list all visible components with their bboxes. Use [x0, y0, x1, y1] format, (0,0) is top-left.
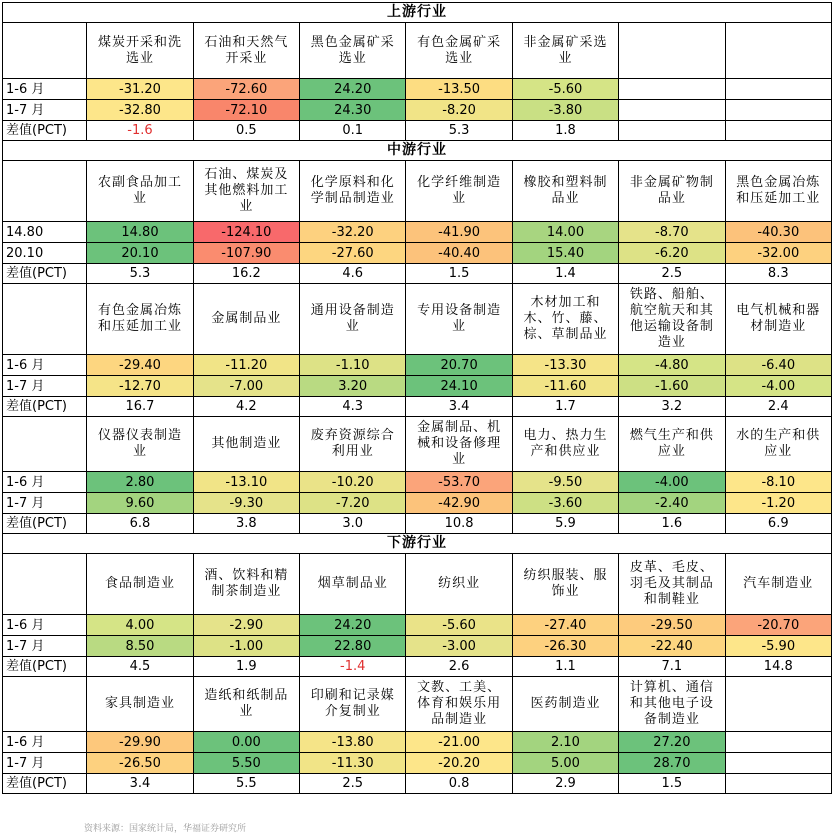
profit-growth-cell: 0.00 [193, 732, 299, 753]
profit-growth-cell [619, 100, 725, 121]
industry-name: 仪器仪表制造业 [87, 417, 193, 472]
period-label: 1-7 月 [3, 493, 87, 514]
industry-name: 家具制造业 [87, 677, 193, 732]
diff-value-cell: 7.1 [619, 657, 725, 677]
diff-value-cell: 5.9 [512, 514, 618, 534]
profit-growth-cell: -32.00 [725, 243, 831, 264]
section-row [3, 141, 832, 161]
table-body [3, 3, 832, 794]
diff-value-cell: 4.2 [193, 397, 299, 417]
industry-name: 有色金属冶炼和压延加工业 [87, 284, 193, 355]
industry-name: 橡胶和塑料制品业 [512, 161, 618, 222]
profit-growth-cell: -11.20 [193, 355, 299, 376]
profit-growth-cell: -42.90 [406, 493, 512, 514]
profit-growth-cell: -20.70 [725, 615, 831, 636]
profit-growth-cell: -41.90 [406, 222, 512, 243]
industry-name: 燃气生产和供应业 [619, 417, 725, 472]
industry-name: 文教、工美、体育和娱乐用品制造业 [406, 677, 512, 732]
table-row [3, 753, 832, 774]
profit-growth-cell: 24.20 [300, 615, 406, 636]
diff-row [3, 657, 832, 677]
profit-growth-cell [725, 79, 831, 100]
period-label: 1-6 月 [3, 472, 87, 493]
industry-name: 黑色金属冶炼和压延加工业 [725, 161, 831, 222]
diff-value-cell: 1.7 [512, 397, 618, 417]
diff-value-cell: 16.7 [87, 397, 193, 417]
diff-value-cell: 5.3 [87, 264, 193, 284]
diff-value-cell: 14.8 [725, 657, 831, 677]
profit-growth-cell: -31.20 [87, 79, 193, 100]
period-label: 14.80 [3, 222, 87, 243]
section-title: 中游行业 [3, 141, 832, 161]
profit-growth-cell: -20.20 [406, 753, 512, 774]
diff-value-cell [725, 121, 831, 141]
industry-name: 铁路、船舶、航空航天和其他运输设备制造业 [619, 284, 725, 355]
diff-value-cell: 1.8 [512, 121, 618, 141]
industry-name: 化学纤维制造业 [406, 161, 512, 222]
period-label: 1-7 月 [3, 376, 87, 397]
industry-profit-table [2, 2, 832, 794]
table-row [3, 100, 832, 121]
profit-growth-cell: -8.10 [725, 472, 831, 493]
profit-growth-cell: -8.20 [406, 100, 512, 121]
diff-label: 差值(PCT) [3, 657, 87, 677]
table-row [3, 636, 832, 657]
period-label: 1-7 月 [3, 100, 87, 121]
header-corner-cell [3, 161, 87, 222]
profit-growth-cell: 24.10 [406, 376, 512, 397]
header-corner-cell [3, 554, 87, 615]
profit-growth-cell: -13.10 [193, 472, 299, 493]
profit-growth-cell: 14.00 [512, 222, 618, 243]
diff-value-cell: 3.4 [406, 397, 512, 417]
header-corner-cell [3, 417, 87, 472]
industry-name: 酒、饮料和精制茶制造业 [193, 554, 299, 615]
profit-growth-cell: -3.60 [512, 493, 618, 514]
industry-name: 水的生产和供应业 [725, 417, 831, 472]
diff-value-cell: 0.5 [193, 121, 299, 141]
table-row [3, 355, 832, 376]
profit-growth-cell: 15.40 [512, 243, 618, 264]
profit-growth-cell: -11.30 [300, 753, 406, 774]
diff-value-cell: 16.2 [193, 264, 299, 284]
diff-row [3, 264, 832, 284]
profit-growth-cell: -6.40 [725, 355, 831, 376]
table-row [3, 243, 832, 264]
diff-value-cell: 4.5 [87, 657, 193, 677]
diff-row [3, 121, 832, 141]
industry-name: 石油、煤炭及其他燃料加工业 [193, 161, 299, 222]
profit-growth-cell: 9.60 [87, 493, 193, 514]
period-label: 1-7 月 [3, 636, 87, 657]
diff-value-cell: 1.4 [512, 264, 618, 284]
industry-name: 电力、热力生产和供应业 [512, 417, 618, 472]
header-corner-cell [3, 23, 87, 79]
profit-growth-cell: -29.50 [619, 615, 725, 636]
profit-growth-cell: -1.60 [619, 376, 725, 397]
industry-name: 非金属矿物制品业 [619, 161, 725, 222]
profit-growth-cell: 27.20 [619, 732, 725, 753]
industry-name [725, 677, 831, 732]
profit-growth-cell: -13.50 [406, 79, 512, 100]
profit-growth-cell: 4.00 [87, 615, 193, 636]
industry-name: 汽车制造业 [725, 554, 831, 615]
period-label: 1-6 月 [3, 615, 87, 636]
profit-growth-cell: -6.20 [619, 243, 725, 264]
diff-value-cell: 5.3 [406, 121, 512, 141]
industry-name: 烟草制品业 [300, 554, 406, 615]
profit-growth-cell: -40.40 [406, 243, 512, 264]
diff-value-cell: 1.9 [193, 657, 299, 677]
table-row [3, 376, 832, 397]
profit-growth-cell: -7.20 [300, 493, 406, 514]
profit-growth-cell: -5.60 [406, 615, 512, 636]
profit-growth-cell: -10.20 [300, 472, 406, 493]
diff-value-cell: -1.6 [87, 121, 193, 141]
table-row [3, 493, 832, 514]
industry-header-row [3, 161, 832, 222]
profit-growth-cell: -2.40 [619, 493, 725, 514]
diff-value-cell: 6.9 [725, 514, 831, 534]
profit-growth-cell: -9.30 [193, 493, 299, 514]
industry-name: 皮革、毛皮、羽毛及其制品和制鞋业 [619, 554, 725, 615]
diff-value-cell: 1.1 [512, 657, 618, 677]
diff-label: 差值(PCT) [3, 121, 87, 141]
profit-growth-cell: 8.50 [87, 636, 193, 657]
period-label: 1-7 月 [3, 753, 87, 774]
section-row [3, 3, 832, 23]
profit-growth-cell: -22.40 [619, 636, 725, 657]
profit-growth-cell: 24.20 [300, 79, 406, 100]
profit-growth-cell: -13.30 [512, 355, 618, 376]
profit-growth-cell: -9.50 [512, 472, 618, 493]
profit-growth-cell: -21.00 [406, 732, 512, 753]
table-row [3, 222, 832, 243]
profit-growth-cell: -5.90 [725, 636, 831, 657]
profit-growth-cell: 5.50 [193, 753, 299, 774]
industry-name: 食品制造业 [87, 554, 193, 615]
industry-name: 金属制品业 [193, 284, 299, 355]
period-label: 20.10 [3, 243, 87, 264]
profit-growth-cell: -32.80 [87, 100, 193, 121]
diff-value-cell: 0.8 [406, 774, 512, 794]
profit-growth-cell: -3.80 [512, 100, 618, 121]
diff-label: 差值(PCT) [3, 514, 87, 534]
diff-label: 差值(PCT) [3, 264, 87, 284]
profit-growth-cell: 28.70 [619, 753, 725, 774]
industry-name [725, 23, 831, 79]
period-label: 1-6 月 [3, 79, 87, 100]
profit-growth-cell [725, 753, 831, 774]
industry-name: 废弃资源综合利用业 [300, 417, 406, 472]
industry-name: 专用设备制造业 [406, 284, 512, 355]
diff-value-cell: 3.8 [193, 514, 299, 534]
profit-growth-cell: -4.00 [725, 376, 831, 397]
industry-name: 有色金属矿采选业 [406, 23, 512, 79]
profit-growth-cell: -124.10 [193, 222, 299, 243]
profit-growth-cell: -1.00 [193, 636, 299, 657]
profit-growth-cell: -8.70 [619, 222, 725, 243]
profit-growth-cell: 3.20 [300, 376, 406, 397]
diff-value-cell: 2.5 [300, 774, 406, 794]
profit-growth-cell: 20.10 [87, 243, 193, 264]
diff-value-cell: 3.4 [87, 774, 193, 794]
profit-growth-cell: -27.60 [300, 243, 406, 264]
section-title: 上游行业 [3, 3, 832, 23]
profit-growth-cell: -3.00 [406, 636, 512, 657]
period-label: 1-6 月 [3, 355, 87, 376]
profit-growth-cell: 2.10 [512, 732, 618, 753]
industry-name: 纺织业 [406, 554, 512, 615]
diff-value-cell: 3.2 [619, 397, 725, 417]
profit-growth-cell: -4.00 [619, 472, 725, 493]
profit-growth-cell: -1.10 [300, 355, 406, 376]
profit-growth-cell: -29.40 [87, 355, 193, 376]
profit-growth-cell: -26.30 [512, 636, 618, 657]
diff-value-cell: 2.5 [619, 264, 725, 284]
industry-name: 黑色金属矿采选业 [300, 23, 406, 79]
profit-growth-cell: -53.70 [406, 472, 512, 493]
table-row [3, 472, 832, 493]
footnote: 资料来源：国家统计局，华福证券研究所 [84, 824, 247, 834]
industry-name: 医药制造业 [512, 677, 618, 732]
profit-growth-cell: -32.20 [300, 222, 406, 243]
profit-growth-cell: -72.60 [193, 79, 299, 100]
profit-growth-cell: 24.30 [300, 100, 406, 121]
header-corner-cell [3, 284, 87, 355]
table-row [3, 79, 832, 100]
diff-value-cell: -1.4 [300, 657, 406, 677]
diff-value-cell: 2.6 [406, 657, 512, 677]
section-row [3, 534, 832, 554]
table-row [3, 615, 832, 636]
industry-name: 纺织服装、服饰业 [512, 554, 618, 615]
profit-growth-cell: -11.60 [512, 376, 618, 397]
industry-name: 化学原料和化学制品制造业 [300, 161, 406, 222]
diff-value-cell: 8.3 [725, 264, 831, 284]
industry-name: 印刷和记录媒介复制业 [300, 677, 406, 732]
diff-value-cell: 4.3 [300, 397, 406, 417]
industry-name: 通用设备制造业 [300, 284, 406, 355]
industry-header-row [3, 23, 832, 79]
profit-growth-cell: -1.20 [725, 493, 831, 514]
profit-growth-cell: -12.70 [87, 376, 193, 397]
diff-value-cell [619, 121, 725, 141]
diff-value-cell [725, 774, 831, 794]
industry-name: 电气机械和器材制造业 [725, 284, 831, 355]
period-label: 1-6 月 [3, 732, 87, 753]
diff-value-cell: 2.4 [725, 397, 831, 417]
profit-growth-cell: 14.80 [87, 222, 193, 243]
diff-value-cell: 4.6 [300, 264, 406, 284]
diff-value-cell: 6.8 [87, 514, 193, 534]
industry-name: 计算机、通信和其他电子设备制造业 [619, 677, 725, 732]
profit-growth-cell: 5.00 [512, 753, 618, 774]
profit-growth-cell: 2.80 [87, 472, 193, 493]
diff-row [3, 774, 832, 794]
industry-name: 石油和天然气开采业 [193, 23, 299, 79]
profit-growth-cell: -7.00 [193, 376, 299, 397]
diff-row [3, 397, 832, 417]
profit-growth-cell: -27.40 [512, 615, 618, 636]
diff-value-cell: 5.5 [193, 774, 299, 794]
header-corner-cell [3, 677, 87, 732]
industry-name: 其他制造业 [193, 417, 299, 472]
profit-growth-cell [725, 100, 831, 121]
diff-row [3, 514, 832, 534]
profit-growth-cell: 22.80 [300, 636, 406, 657]
table-row [3, 732, 832, 753]
industry-name [619, 23, 725, 79]
industry-name: 农副食品加工业 [87, 161, 193, 222]
profit-growth-cell: -13.80 [300, 732, 406, 753]
section-title: 下游行业 [3, 534, 832, 554]
profit-growth-cell [619, 79, 725, 100]
diff-value-cell: 3.0 [300, 514, 406, 534]
profit-growth-cell: -40.30 [725, 222, 831, 243]
industry-header-row [3, 677, 832, 732]
diff-label: 差值(PCT) [3, 774, 87, 794]
diff-value-cell: 1.6 [619, 514, 725, 534]
diff-value-cell: 1.5 [619, 774, 725, 794]
industry-header-row [3, 554, 832, 615]
industry-name: 金属制品、机械和设备修理业 [406, 417, 512, 472]
industry-name: 木材加工和木、竹、藤、棕、草制品业 [512, 284, 618, 355]
industry-name: 非金属矿采选业 [512, 23, 618, 79]
diff-value-cell: 2.9 [512, 774, 618, 794]
diff-value-cell: 1.5 [406, 264, 512, 284]
profit-growth-cell: -2.90 [193, 615, 299, 636]
profit-growth-cell: 20.70 [406, 355, 512, 376]
profit-growth-cell: -107.90 [193, 243, 299, 264]
industry-name: 造纸和纸制品业 [193, 677, 299, 732]
profit-growth-cell: -4.80 [619, 355, 725, 376]
profit-growth-cell: -5.60 [512, 79, 618, 100]
profit-growth-cell: -72.10 [193, 100, 299, 121]
industry-name: 煤炭开采和洗选业 [87, 23, 193, 79]
profit-growth-cell [725, 732, 831, 753]
diff-value-cell: 10.8 [406, 514, 512, 534]
profit-growth-cell: -26.50 [87, 753, 193, 774]
industry-header-row [3, 284, 832, 355]
diff-value-cell: 0.1 [300, 121, 406, 141]
industry-header-row [3, 417, 832, 472]
diff-label: 差值(PCT) [3, 397, 87, 417]
profit-growth-cell: -29.90 [87, 732, 193, 753]
